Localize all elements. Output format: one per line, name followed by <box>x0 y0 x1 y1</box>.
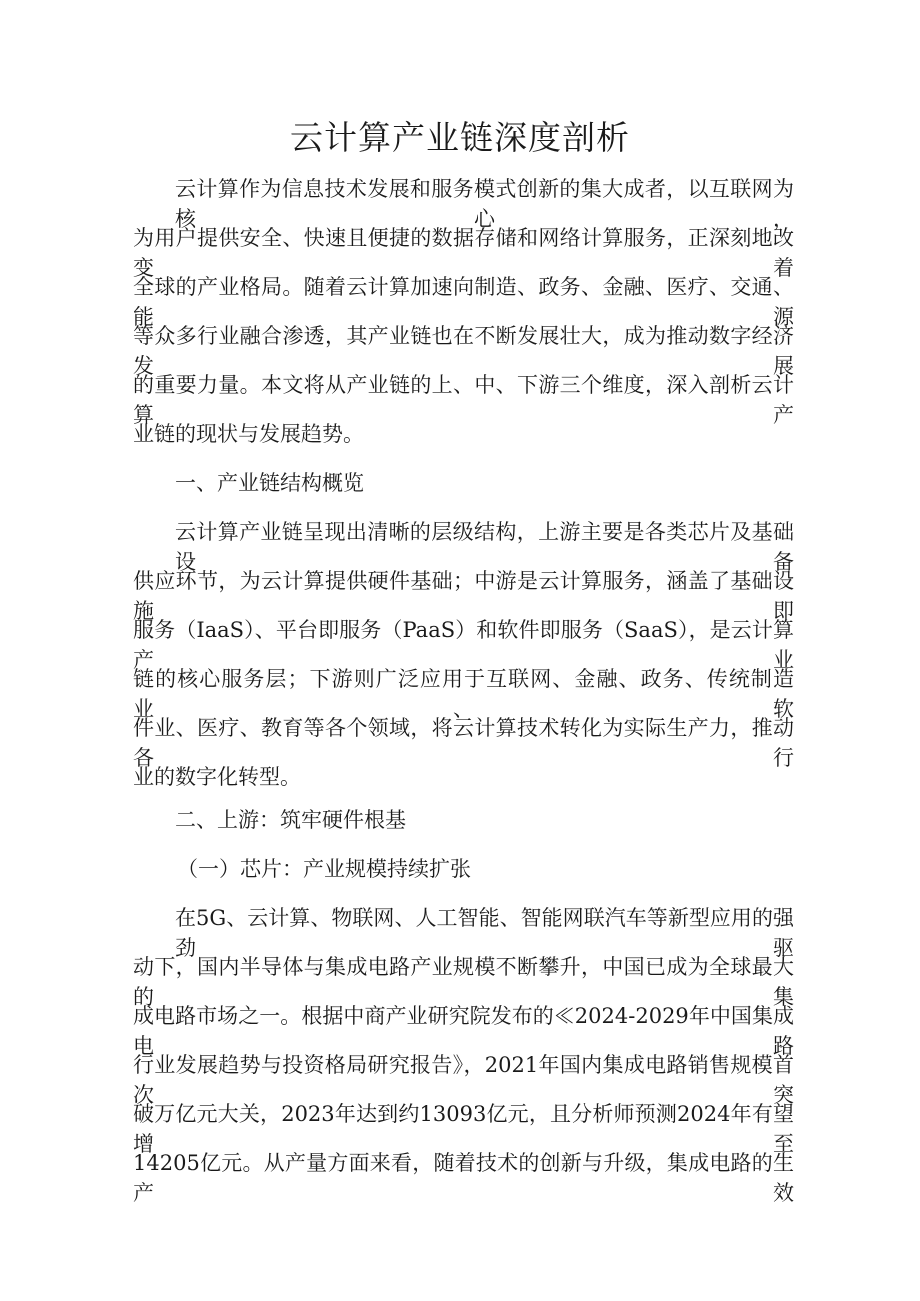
paragraph-1-line-3: 全球的产业格局。随着云计算加速向制造、政务、金融、医疗、交通、能源 <box>133 275 794 329</box>
paragraph-2-line-4: 链的核心服务层；下游则广泛应用于互联网、金融、政务、传统制造业、软 <box>133 667 794 721</box>
subsection-heading-1: （一）芯片：产业规模持续扩张 <box>177 857 471 881</box>
paragraph-3-line-5: 破万亿元大关，2023年达到约13093亿元，且分析师预测2024年有望增至 <box>133 1102 794 1156</box>
paragraph-1-line-4: 等众多行业融合渗透，其产业链也在不断发展壮大，成为推动数字经济发展 <box>133 324 794 378</box>
paragraph-1-line-2: 为用户提供安全、快速且便捷的数据存储和网络计算服务，正深刻地改变着 <box>133 226 794 280</box>
paragraph-3-line-6: 14205亿元。从产量方面来看，随着技术的创新与升级，集成电路的生产效 <box>133 1151 794 1205</box>
paragraph-1-line-6: 业链的现状与发展趋势。 <box>133 422 364 446</box>
paragraph-3-line-2: 动下，国内半导体与集成电路产业规模不断攀升，中国已成为全球最大的集 <box>133 955 794 1009</box>
paragraph-3-line-1: 在5G、云计算、物联网、人工智能、智能网联汽车等新型应用的强劲驱 <box>175 906 794 960</box>
paragraph-1-line-1: 云计算作为信息技术发展和服务模式创新的集大成者，以互联网为核心， <box>175 177 794 231</box>
document-title: 云计算产业链深度剖析 <box>290 118 630 157</box>
paragraph-1-line-5: 的重要力量。本文将从产业链的上、中、下游三个维度，深入剖析云计算产 <box>133 373 794 427</box>
section-heading-2: 二、上游：筑牢硬件根基 <box>175 808 406 832</box>
paragraph-2-line-3: 服务（IaaS）、平台即服务（PaaS）和软件即服务（SaaS），是云计算产业 <box>133 618 794 672</box>
paragraph-2-line-1: 云计算产业链呈现出清晰的层级结构，上游主要是各类芯片及基础设备 <box>175 520 794 574</box>
paragraph-2-line-2: 供应环节，为云计算提供硬件基础；中游是云计算服务，涵盖了基础设施即 <box>133 569 794 623</box>
paragraph-2-line-6: 业的数字化转型。 <box>133 765 301 789</box>
paragraph-2-line-5: 件业、医疗、教育等各个领域，将云计算技术转化为实际生产力，推动各行 <box>133 716 794 770</box>
paragraph-3-line-3: 成电路市场之一。根据中商产业研究院发布的≪2024-2029年中国集成电路 <box>133 1004 794 1058</box>
section-heading-1: 一、产业链结构概览 <box>175 471 364 495</box>
paragraph-3-line-4: 行业发展趋势与投资格局研究报告》，2021年国内集成电路销售规模首次突 <box>133 1053 794 1107</box>
